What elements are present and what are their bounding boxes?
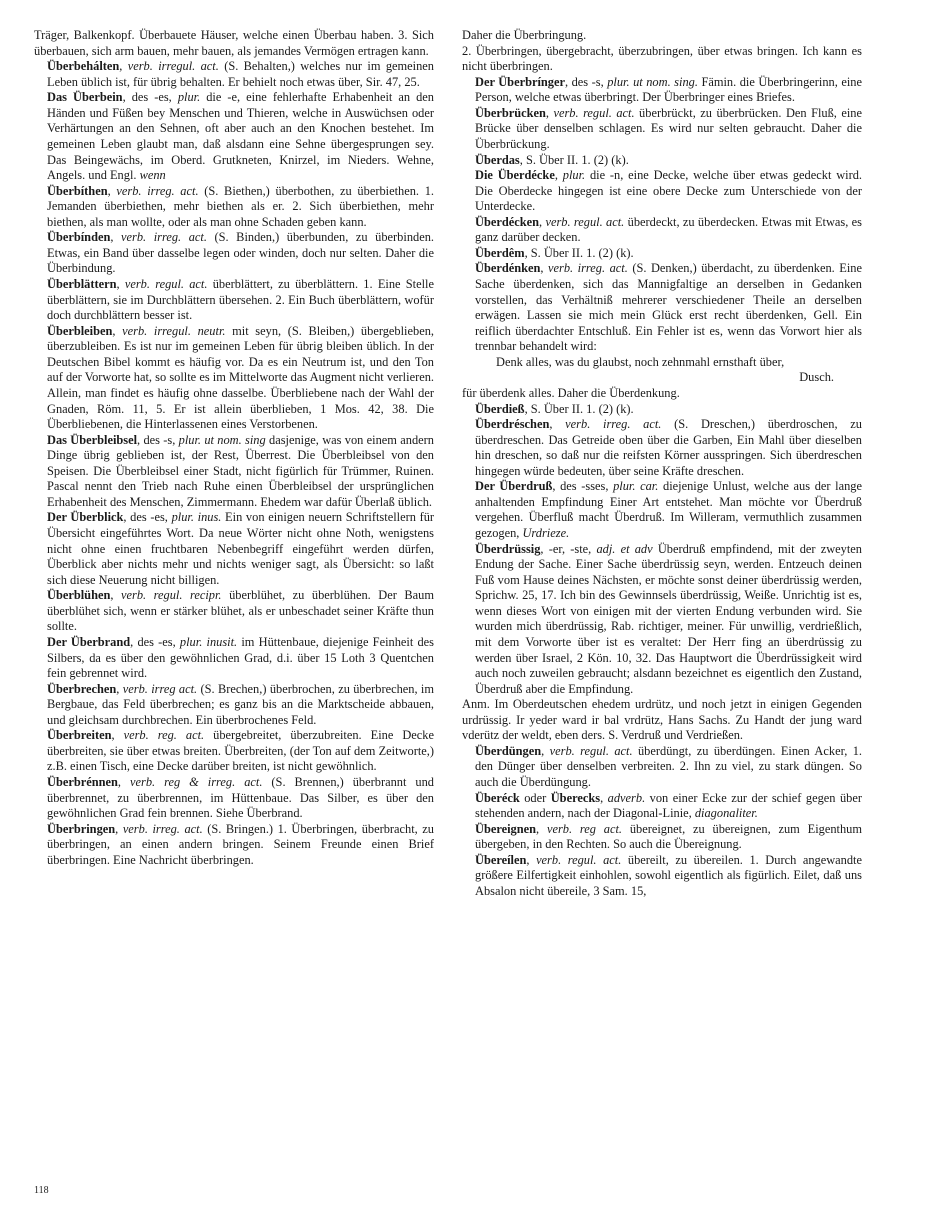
grammar-abbrev: plur. ut nom. sing [178,432,266,447]
grammar-abbrev: verb. regul. act. [545,214,625,229]
body-text: , [549,417,566,432]
headword: Überbínden [47,230,111,245]
body-text: überdüngt, zu überdüngen. Einen Acker, 1. den Dünger über denselben verbreiten. 2. Ihn zu viel, zu stark düngen. So auch die Überdüngung. [475,743,863,789]
grammar-abbrev: verb. irreg. act. [121,230,207,245]
body-text: Fämin. die Überbringerinn, eine Person, welche etwas überbringt. Der Überbringer eines Briefes. [475,74,862,105]
body-text: , [539,214,546,229]
body-text: , des -s, [137,432,179,447]
body-text: (S. Denken,) überdacht, zu überdenken. Eine Sache überdenken, sich das Mannigfaltige an derselben in Gedanken vorstellen, das Verhältniß mehrerer verschiedener Theile an derselben erwägen. Lassen sie mich mein Glück erst recht überdenken, Gell. Ein reiflich überdachter Entschluß. Ein Fehler ist es, wenn das Vorwort hier als trennbar behandelt wird: [475,261,862,354]
dictionary-entry [34,28,434,59]
body-text: , S. Über II. 1. (2) (k). [524,401,634,416]
body-text: (S. Dreschen,) überdroschen, zu überdreschen. Das Getreide oben über die Garben, Ein Mahl über dieselben hin dreschen, so daß nur die reifsten Körner ausspringen. Sich überdreschen hingegen würde bedeuten, über seine Kräfte dreschen. [475,417,862,478]
body-text: oder [519,790,551,805]
body-text: Anm. Im Oberdeutschen ehedem urdrütz, und noch jetzt in einigen Gegenden urdrüssig. Ir yeder ward ir bal vrdrütz, Hans Sachs. Zu Handt der jung ward vderütz der weldt, eben ders. S. Verdruß und Verdrießen. [462,697,862,743]
body-text: die -n, eine Decke, welche über etwas gedeckt wird. Die Oberdecke hingegen ist eine obere Decke zum Unterschiede von der Unterdecke. [475,168,863,214]
body-text: (S. Brennen,) überbrannt und überbrennet, zu überbrennen, im Hüttenbaue. Das Silber, es über den gewöhnlichen Grad fein brennen. Siehe Überbrand. [47,775,434,821]
dictionary-entry [34,324,434,433]
left-text-column [34,28,434,1158]
body-text: Überdruß empfindend, mit der zweyten Endung der Sache. Einer Sache überdrüssig seyn, werden. Entzeuch deinen Fuß vom Hause deines Nächsten, er möchte sonst deiner überdrüssig werden, Sprichw. 25, 17. Ich bin des Gewinnsels überdrüssig, Weiße. Unrichtig ist es, wenn dieses Wort von einigen mit der vierten Endung verbunden wird. Sie wurden mich überdrüssig, Rab. richtiger, meiner. Für unwillig, verdrießlich, mit dem Vorworte über ist es veraltet: Der Herr fing an überdrüssig zu werden über Israel, 2 Kön. 10, 32. Das Hauptwort die Überdrüssigkeit wird auch noch zuweilen gebraucht; alsdann bezeichnet es eigentlich den Zustand, Überdruß aber die Empfindung. [475,541,863,696]
body-text: , des -s, [565,74,608,89]
headword: Überbrechen [47,681,117,696]
dictionary-entry [462,402,862,418]
grammar-abbrev: verb. irreg. act. [122,821,203,836]
dictionary-entry [462,106,862,153]
dictionary-entry [462,215,862,246]
headword: Überblühen [47,588,111,603]
body-text: , [116,277,125,291]
body-text: (S. Bringen.) 1. Überbringen, überbracht, zu überbringen, an einen andern bringen. Seinem Freunde einen Brief überbringen. Eine Nachricht überbringen. [47,821,435,867]
body-text: , -er, -ste, [540,541,597,556]
body-text: , des -es, [123,510,172,525]
grammar-abbrev: verb. irreg act. [122,681,198,696]
dictionary-entry [34,59,434,90]
body-text: 2. Überbringen, übergebracht, überzubringen, über etwas bringen. Ich kann es nicht überbringen. [462,43,862,74]
body-text: , [540,261,549,276]
verse-source: Dusch. [799,370,834,385]
body-text: die -e, eine fehlerhafte Erhabenheit an den Händen und Füßen bey Menschen und Thieren, welche in Auswüchsen oder Verhärtungen an den Sehnen, oft aber auch an den Knochen bestehet. Im gemeinen Leben glaubt man, daß alsdann eine Sehne übergesprungen sey. Das Beingewächs, im Oberd. Grutkneten, Knirzel, im Nieders. Wehne, Angels. und Engl. [47,90,434,183]
headword: Überéck [475,790,520,805]
grammar-abbrev: verb. regul. act. [553,105,635,120]
grammar-abbrev: verb. reg act. [546,821,622,836]
body-text: (S. Brechen,) überbrochen, zu überbrechen, im Bergbaue, das Feld überbrechen; es ganz bis an die Marktscheide abbauen, und gleichsam durchbrechen. Ein überbrochenes Feld. [47,681,434,727]
grammar-abbrev: diagonaliter. [694,806,758,821]
body-text: Daher die Überbringung. [462,28,587,42]
dictionary-entry [34,728,434,775]
headword: Überbíthen [47,183,108,198]
grammar-abbrev: adj. et adv [596,541,653,556]
headword: Die Überdécke [475,168,555,183]
body-text: , [119,59,128,74]
body-text: , [526,852,537,867]
dictionary-entry [34,433,434,511]
body-text: , [536,821,547,836]
headword: Überdénken [475,261,541,276]
dictionary-entry [462,542,862,698]
dictionary-entry [34,635,434,682]
headword: Überbrücken [475,105,546,120]
body-text: überdeckt, zu überdecken. Etwas mit Etwas, es ganz darüber decken. [475,214,862,245]
body-text: , [545,105,554,120]
headword: Der Überbrand [47,634,131,649]
body-text: übergebreitet, überzubreiten. Eine Decke überbreiten, sie über etwas breiten. Überbreiten, (der Ton auf dem Zeitworte,) z.B. einen Tisch, eine Decke darüber breiten, ist nicht gewöhnlich. [47,728,435,774]
body-text: , [107,183,117,198]
body-text: dasjenige, was von einem andern Dinge übrig geblieben ist, der Rest, Überrest. Die Überbleibsel von den Speisen. Die Überbleibsel einer Stadt, nicht figürlich für Trümmer, Ruinen. Pascal nennt den Trieb nach Ruhe einen Überbleibsel der ursprünglichen Erhabenheit des Menschen, Zimmermann. Ehedem war dafür Überlaß üblich. [47,432,434,509]
dictionary-entry [462,791,862,822]
headword: Überbleiben [47,323,113,338]
body-text: , S. Über II. 1. (2) (k). [524,245,634,260]
body-text: übereilt, zu übereilen. 1. Durch angewandte größere Eilfertigkeit einhohlen, sowohl eigentlich als figürlich. Eilet, daß uns Absalon nicht übereile, 3 Sam. 15, [475,852,862,898]
dictionary-entry [462,261,862,354]
dictionary-entry [462,28,862,44]
dictionary-entry [462,479,862,541]
headword: Überecks [550,790,601,805]
dictionary-entry [34,230,434,277]
body-text: , [541,743,550,758]
body-text: , [600,790,608,805]
grammar-abbrev: plur. [562,168,586,183]
headword: Überdas [475,152,520,167]
headword: Überbreiten [47,728,112,743]
grammar-abbrev: plur. car. [613,479,659,494]
body-text: , des -es, [130,634,180,649]
grammar-abbrev: plur. [177,90,201,105]
headword: Überbrénnen [47,775,118,789]
body-text: , [116,681,123,696]
dictionary-entry [462,744,862,791]
two-column-layout [34,28,901,1158]
grammar-abbrev: verb. irregul. neutr. [122,323,226,338]
dictionary-entry [462,697,862,744]
dictionary-entry [34,277,434,324]
body-text: von einer Ecke zur der schief gegen über stehenden andern, nach der Diagonal-Linie, [475,790,862,821]
headword: Übereignen [475,821,537,836]
headword: Der Überbrínger [475,74,565,89]
dictionary-entry [34,775,434,822]
dictionary-entry [462,75,862,106]
grammar-abbrev: verb. regul. recipr. [121,588,222,603]
body-text: für überdenk alles. Daher die Überdenkung. [462,385,680,400]
body-text: im Hüttenbaue, diejenige Feinheit des Silbers, da es über den gewöhnlichen Grad, d.i. über 15 Loth 3 Quentchen fein gebrennet wird. [47,634,435,681]
body-text: Ein von einigen neuern Schriftstellern für Übersicht eingeführtes Wort. Da neue Wörter nicht ohne Noth, wenigstens nicht ohne einen fruchtbaren Nebenbegriff eingeführt werden dürfen, Überblick aber nichts mehr und nichts weniger sagt, als Übersicht: so laßt sich diese Neuerung nicht billigen. [47,510,435,587]
grammar-abbrev: verb. irreg. act. [116,183,199,198]
headword: Überbehálten [47,59,120,74]
headword: Überblättern [47,277,117,291]
grammar-abbrev: adverb. [607,790,646,805]
body-text: , S. Über II. 1. (2) (k). [519,152,629,167]
grammar-abbrev: verb. reg. act. [123,728,205,743]
body-text: (S. Biethen,) überbothen, zu überbiethen. 1. Jemanden überbiethen, mehr biethen als er. 2. Sich überbiethen, mehr biethen, als man wollte, oder als man ohne Schaden geben kann. [47,183,434,229]
dictionary-entry [34,510,434,588]
dictionary-entry [34,588,434,635]
headword: Überdréschen [475,417,550,432]
grammar-abbrev: verb. regul. act. [549,743,633,758]
grammar-abbrev: Urdrieze. [522,526,570,540]
body-text: (S. Behalten,) welches nur im gemeinen Leben üblich ist, für übrig behalten. Er behielt noch etwas über, Sir. 47, 25. [47,59,434,89]
body-text: , [110,230,122,245]
headword: Überbringen [47,821,116,836]
verse-line [462,355,862,371]
body-text: , [110,588,121,603]
headword: Das Überbleibsel [47,432,138,447]
verse-quotation [462,355,862,386]
headword: Überdrüssig [475,541,541,556]
right-text-column [462,28,862,1158]
headword: Der Überdruß [475,479,553,494]
body-text: , [112,323,123,338]
dictionary-entry [34,184,434,231]
page-number: 118 [34,1185,49,1196]
body-text: (S. Binden,) überbunden, zu überbinden. Etwas, ein Band über dasselbe legen oder winden, doch nur selten. Daher die Überbindung. [47,230,435,276]
dictionary-entry [462,246,862,262]
grammar-abbrev: verb. regul. act. [124,277,208,291]
headword: Der Überblick [47,510,124,525]
dictionary-entry [462,417,862,479]
body-text: , des -es, [122,90,178,105]
dictionary-entry [462,44,862,75]
body-text: übereignet, zu übereignen, zum Eigenthum übergeben, in den Rechten. So auch die Übereignung. [475,821,862,852]
grammar-abbrev: verb. irreg. act. [548,261,628,276]
headword: Überdieß [475,401,525,416]
dictionary-entry [462,386,862,402]
grammar-abbrev: verb. irreg. act. [565,417,662,432]
headword: Überdécken [475,214,540,229]
grammar-abbrev: plur. ut nom. sing. [607,74,698,89]
dictionary-entry [462,853,862,900]
body-text: Träger, Balkenkopf. Überbauete Häuser, welche einen Überbau haben. 3. Sich überbauen, sich arm bauen, mehr bauen, als jemandes Vermögen ertragen kann. [34,28,434,58]
body-text: , [554,168,563,183]
grammar-abbrev: plur. inus. [171,510,222,525]
body-text: mit seyn, (S. Bleiben,) übergeblieben, überzubleiben. Es ist nur im gemeinen Leben für übrig bleiben üblich. In der Deutschen Bibel kommt es häufig vor. Da es ein Neutrum ist, und den Ton auf der Vorworte hat, so sollte es im Mittelworte das Augment nicht verlieren. Allein, man findet es häufig ohne dasselbe. Überbliebene nach der Wahl der Gnaden, Röm. 11, 5. Er ist allein überblieben, 1 Mos. 42, 38. Die Überbliebenen, die Hinterlassenen eines Verstorbenen. [47,323,434,432]
dictionary-entry [462,822,862,853]
body-text: , [111,728,124,743]
grammar-abbrev: plur. inusit. [179,634,238,649]
body-text: Denk alles, was du glaubst, noch zehnmahl ernsthaft über, [496,354,785,369]
body-text: , des -sses, [552,479,614,494]
body-text: , [115,821,123,836]
dictionary-entry [462,153,862,169]
dictionary-entry [462,168,862,215]
grammar-abbrev: verb. regul. act. [536,852,622,867]
body-text: , [117,775,130,789]
headword: Überdüngen [475,743,542,758]
body-text: überbrückt, zu überbrücken. Den Fluß, eine Brücke über denselben schlagen. Es wird nur selten gebraucht. Daher die Überbrückung. [475,105,862,151]
headword: Überdêm [475,245,525,260]
headword: Das Überbein [47,90,123,105]
dictionary-entry [34,90,434,183]
dictionary-entry [34,682,434,729]
grammar-abbrev: verb. irregul. act. [127,59,219,74]
grammar-abbrev: wenn [139,168,166,183]
headword: Übereílen [475,852,527,867]
body-text: überblühet, zu überblühen. Der Baum überblühet sich, wenn er stärker blühet, als er unbeschadet seiner Kräfte thun sollte. [47,588,434,634]
grammar-abbrev: verb. reg & irreg. act. [130,775,263,789]
dictionary-entry [34,822,434,869]
body-text: diejenige Unlust, welche aus der lange anhaltenden Empfindung Einer Art entstehet. Man möchte vor Überdruß vergehen. Überfluß macht Überdruß. Im Willeram, vermuthlich zusammen gezogen, [475,479,862,540]
body-text: überblättert, zu überblättern. 1. Eine Stelle überblättern, sie im Durchblättern übersehen. 2. Ein Buch überblättern, wofür doch durchblättern besser ist. [47,277,434,323]
